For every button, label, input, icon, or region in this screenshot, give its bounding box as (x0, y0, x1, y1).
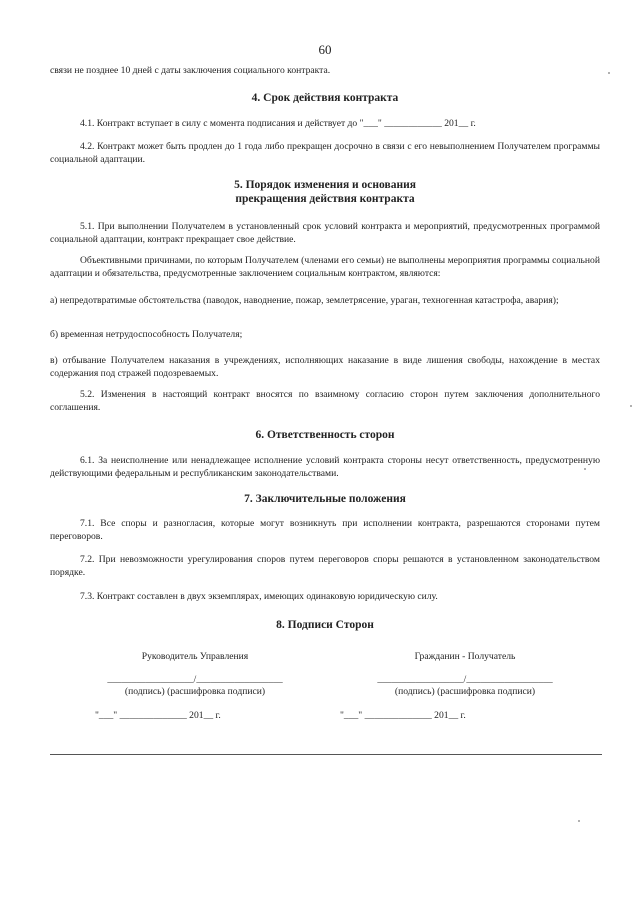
section-7-paragraph-2: 7.2. При невозможности урегулирования споров путем переговоров споры решаются в установленном законодательством порядке. (50, 554, 600, 578)
scan-speck (608, 72, 610, 74)
signature-left-caption: (подпись) (расшифровка подписи) (124, 686, 266, 697)
section-4-paragraph-2: 4.2. Контракт может быть продлен до 1 года либо прекращен досрочно в связи с его невыполнением Получателем программы социальной адаптации. (50, 141, 600, 165)
signature-right-caption: (подпись) (расшифровка подписи) (394, 686, 536, 697)
section-6-paragraph-1: 6.1. За неисполнение или ненадлежащее исполнение условий контракта стороны несут ответственность, предусмотренную действующими федеральным и республиканским законодательствами. (50, 455, 600, 479)
section-5-item-c: в) отбывание Получателем наказания в учреждениях, исполняющих наказание в виде лишения свободы, нахождение в местах содержания под стражей подозреваемых. (50, 355, 600, 379)
section-5-heading-line-1: 5. Порядок изменения и основания (234, 179, 416, 191)
section-5-paragraph-1: 5.1. При выполнении Получателем в установленный срок условий контракта и мероприятий, предусмотренных программой социальной адаптации, контракт прекращает свое действие. (50, 221, 600, 245)
intro-text: связи не позднее 10 дней с даты заключения социального контракта. (50, 65, 331, 76)
section-5-paragraph-3: 5.2. Изменения в настоящий контракт вносятся по взаимному согласию сторон путем заключения дополнительного соглашения. (50, 389, 600, 413)
section-8-heading: 8. Подписи Сторон (276, 619, 374, 631)
page-number: 60 (318, 42, 332, 57)
section-7-paragraph-1: 7.1. Все споры и разногласия, которые могут возникнуть при исполнении контракта, разрешаются сторонами путем переговоров. (50, 518, 600, 542)
document-page (50, 0, 600, 905)
section-4-heading: 4. Срок действия контракта (251, 92, 399, 104)
section-7-paragraph-3: 7.3. Контракт составлен в двух экземплярах, имеющих одинаковую юридическую силу. (80, 591, 438, 602)
section-5-paragraph-2: Объективными причинами, по которым Получателем (членами его семьи) не выполнены мероприятия программы социальной адаптации и обязательства, предусмотренные заключением социальным контрактом, являются: (50, 255, 600, 279)
signature-right-line: __________________/__________________ (377, 674, 553, 685)
section-4-paragraph-1: 4.1. Контракт вступает в силу с момента подписания и действует до "___" ____________ 201__ г. (80, 118, 476, 129)
signature-right-title: Гражданин - Получатель (414, 651, 516, 662)
section-6-heading: 6. Ответственность сторон (255, 429, 395, 441)
scan-speck (578, 820, 580, 822)
signature-left-line: __________________/__________________ (107, 674, 283, 685)
scan-speck (584, 468, 586, 470)
signature-left-date: "___" ______________ 201__ г. (95, 710, 221, 721)
scan-speck (630, 405, 632, 407)
signature-left-title: Руководитель Управления (141, 651, 249, 662)
signature-right-date: "___" ______________ 201__ г. (340, 710, 466, 721)
section-5-item-b: б) временная нетрудоспособность Получателя; (50, 329, 243, 340)
section-7-heading: 7. Заключительные положения (244, 493, 406, 505)
section-5-item-a: а) непредотвратимые обстоятельства (паводок, наводнение, пожар, землетрясение, ураган, техногенная катастрофа, авария); (50, 295, 559, 306)
bottom-divider (50, 754, 602, 755)
section-5-heading-line-2: прекращения действия контракта (235, 193, 415, 205)
